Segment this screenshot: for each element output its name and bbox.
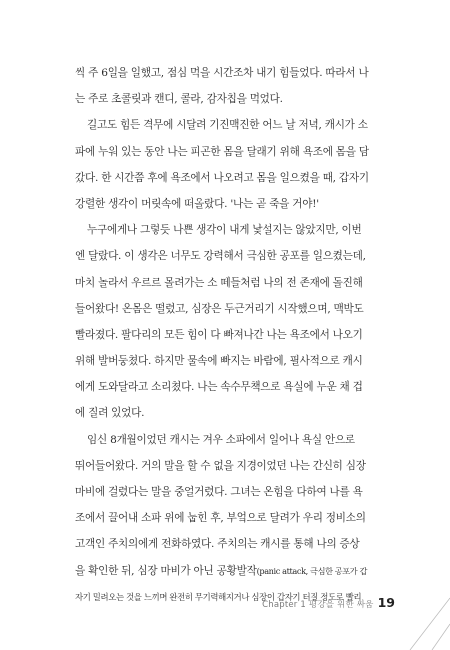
text-line: 빨라졌다. 팔다리의 모든 힘이 다 빠져나간 나는 욕조에서 나오기: [75, 328, 363, 341]
text-line-last: 자기 밀려오는 것을 느끼며 완전히 무기력해지거나 심장이 갑자기 터질 정도로 빨리: [75, 591, 362, 602]
text-line-main: 을 확인한 뒤, 심장 마비가 아닌 공황발작: [75, 564, 257, 577]
text-line: 마치 놀라서 우르르 몰려가는 소 떼들처럼 나의 전 존재에 돌진해: [75, 276, 363, 289]
running-footer: [262, 592, 395, 611]
chapter-label: Chapter 1 평강을 위한 싸움: [262, 600, 374, 610]
text-line: 길고도 힘든 격무에 시달려 기진맥진한 어느 날 저녁, 캐시가 소: [87, 119, 368, 132]
page-body: [75, 60, 395, 610]
text-line: 위해 발버둥쳤다. 하지만 물속에 빠지는 바람에, 필사적으로 캐시: [75, 355, 363, 368]
text-line: 들어왔다! 온몸은 떨렸고, 심장은 두근거리기 시작했으며, 맥박도: [75, 302, 364, 315]
text-line: 에게 도와달라고 소리쳤다. 나는 속수무책으로 욕실에 누운 채 겁: [75, 381, 363, 394]
fold-line-right: [432, 624, 450, 650]
text-line: 임신 8개월이었던 캐시는 겨우 소파에서 일어나 욕실 안으로: [87, 433, 355, 446]
footnote-inline: (panic attack, 극심한 공포가 갑: [256, 565, 368, 576]
text-line: 파에 누워 있는 동안 나는 피곤한 몸을 달래기 위해 욕조에 몸을 담: [75, 145, 369, 158]
text-line: 뛰어들어왔다. 거의 말을 할 수 없을 지경이었던 나는 간신히 심장: [75, 459, 366, 472]
text-line: 갔다. 한 시간쯤 후에 욕조에서 나오려고 몸을 일으켰을 때, 갑자기: [75, 171, 369, 184]
text-line: 씩 주 6일을 일했고, 점심 먹을 시간조차 내기 힘들었다. 따라서 나: [75, 67, 369, 79]
text-line-mixed: [75, 558, 395, 584]
text-line: 누구에게나 그렇듯 나쁜 생각이 내게 낯설지는 않았지만, 이번: [87, 224, 362, 237]
fold-line-left: [410, 598, 450, 650]
text-line: 고객인 주치의에게 전화하였다. 주치의는 캐시를 통해 나의 증상: [75, 538, 360, 551]
page-number: 19: [377, 595, 395, 610]
text-line: 조에서 끌어내 소파 위에 눕힌 후, 부엌으로 달려가 우리 정비소의: [75, 512, 366, 525]
text-line: 강렬한 생각이 머릿속에 떠올랐다. '나는 곧 죽을 거야!': [75, 197, 319, 210]
text-line: 는 주로 초콜릿과 캔디, 콜라, 감자칩을 먹었다.: [75, 93, 283, 106]
text-line: 에 질려 있었다.: [75, 407, 145, 420]
text-line: 엔 달랐다. 이 생각은 너무도 강력해서 극심한 공포를 일으켰는데,: [75, 250, 366, 263]
text-line: 마비에 걸렸다는 말을 중얼거렸다. 그녀는 온힘을 다하여 나를 욕: [75, 486, 363, 498]
